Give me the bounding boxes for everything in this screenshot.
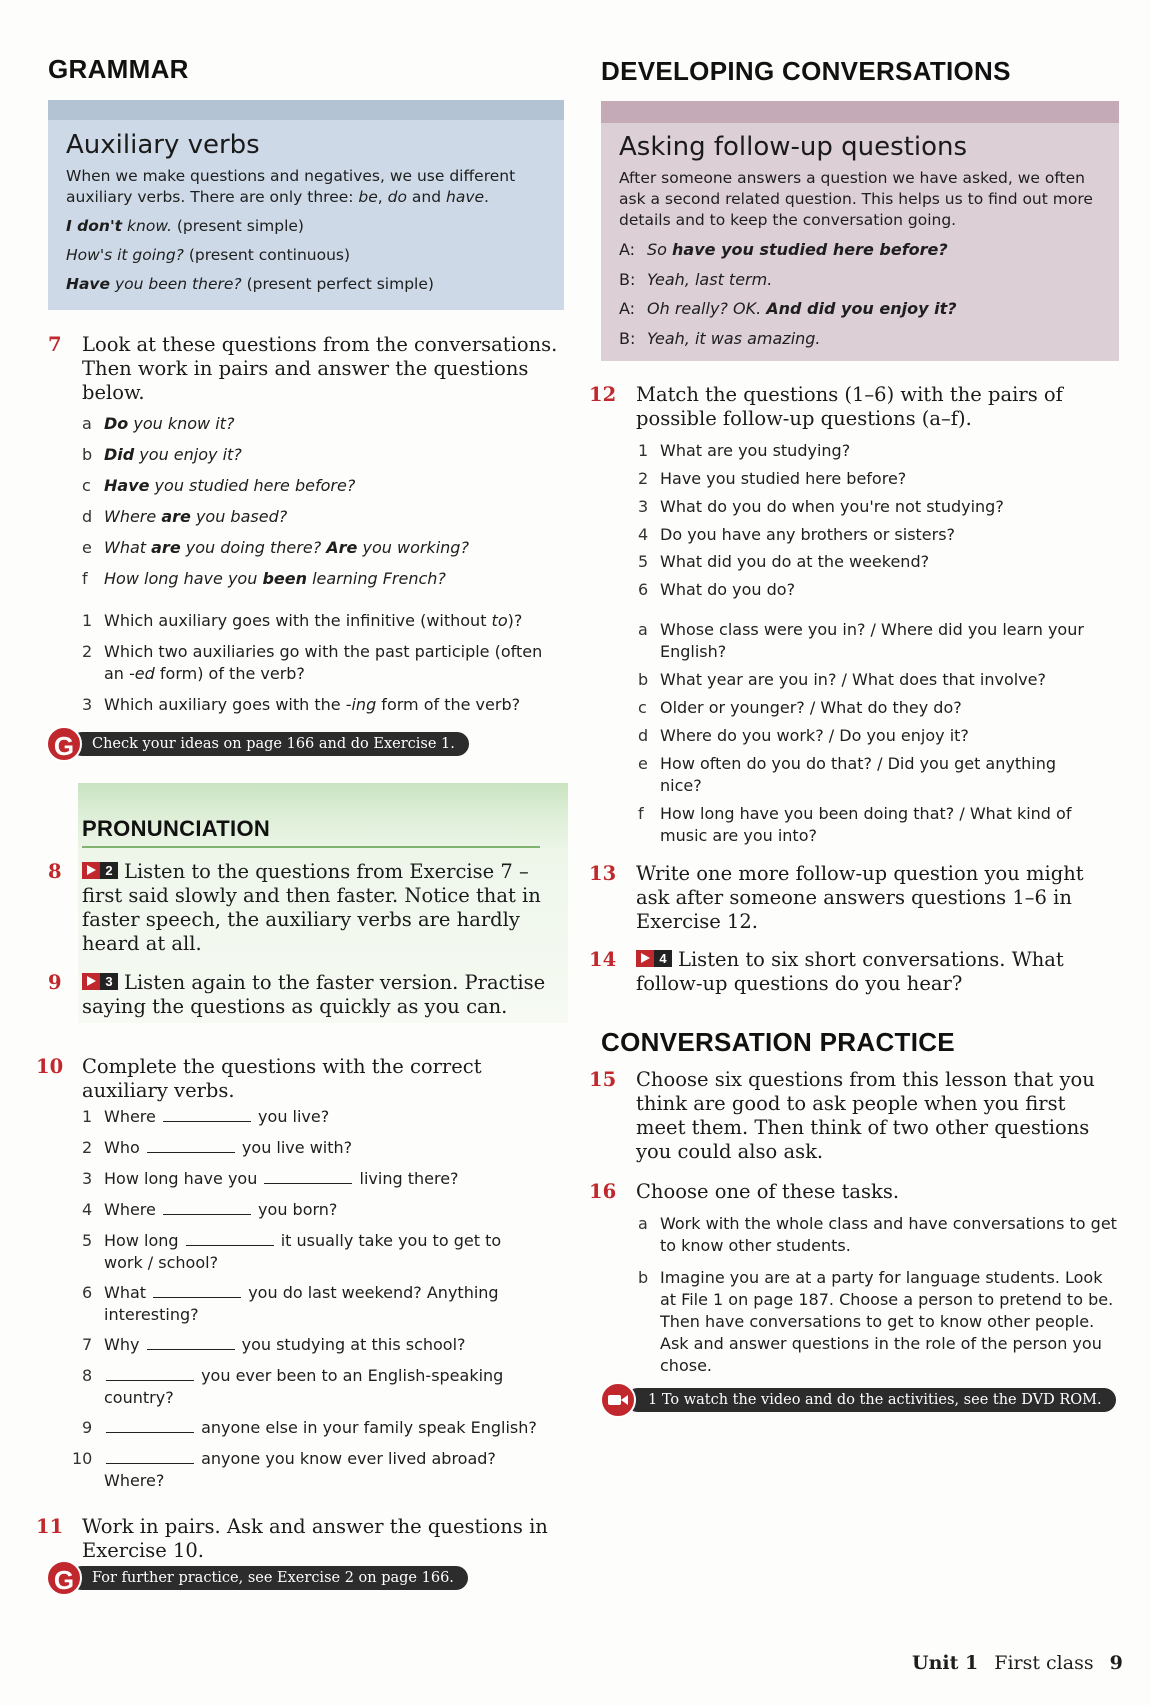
exercise-10-number: 10 (36, 1055, 64, 1078)
answer-blank[interactable] (163, 1107, 251, 1122)
grammar-box-band (48, 100, 564, 120)
exercise-7-number: 7 (48, 333, 62, 356)
grammar-heading: GRAMMAR (48, 54, 189, 84)
video-camera-icon (600, 1382, 636, 1418)
video-link-text: 1 To watch the video and do the activities, see the DVD ROM. (626, 1388, 1116, 1412)
exercise-9-number: 9 (48, 971, 62, 994)
exercise-7-sub-2: 2 Which two auxiliaries go with the past participle (often an -ed form) of the verb? (82, 642, 543, 683)
exercise-7-item-f: f How long have you been learning French? (82, 569, 446, 588)
footer-unit: Unit 1 (912, 1652, 979, 1674)
further-practice-text: For further practice, see Exercise 2 on page 166. (70, 1566, 468, 1590)
answer-blank[interactable] (106, 1418, 194, 1433)
pronunciation-underline (82, 846, 540, 848)
answer-blank[interactable] (106, 1449, 194, 1464)
developing-box-band (601, 101, 1119, 123)
exercise-7-sub-1: 1 Which auxiliary goes with the infinitive (without to)? (82, 611, 523, 630)
pronunciation-heading: PRONUNCIATION (82, 816, 271, 841)
audio-track-icon[interactable]: 2 (82, 862, 118, 879)
developing-box-title: Asking follow-up questions (619, 132, 968, 162)
exercise-10-text: Complete the questions with the correct auxiliary verbs. (82, 1055, 482, 1102)
answer-blank[interactable] (186, 1231, 274, 1246)
grammar-reference-link[interactable] (46, 728, 486, 761)
dialogue-line-2: B: Yeah, last term. (619, 270, 773, 289)
exercise-7-item-b: b Did you enjoy it? (82, 445, 242, 464)
footer-page-number: 9 (1109, 1652, 1123, 1674)
exercise-12-text: Match the questions (1–6) with the pairs of possible follow-up questions (a–f). (636, 383, 1063, 430)
grammar-intro: When we make questions and negatives, we use different auxiliary verbs. There are only three: be, do and have. (66, 167, 516, 206)
answer-blank[interactable] (163, 1200, 251, 1215)
exercise-11-number: 11 (36, 1515, 64, 1538)
answer-blank[interactable] (153, 1283, 241, 1298)
exercise-7-text: Look at these questions from the conversations. Then work in pairs and answer the questions below. (82, 333, 558, 404)
exercise-13-text: Write one more follow-up question you might ask after someone answers questions 1–6 in Exercise 12. (636, 862, 1084, 933)
exercise-9-text: 3 Listen again to the faster version. Practise saying the questions as quickly as you can. (82, 971, 546, 1018)
footer-title: First class (994, 1652, 1094, 1674)
audio-track-icon[interactable]: 3 (82, 973, 118, 990)
exercise-8-text: 2 Listen to the questions from Exercise 7 – first said slowly and then faster. Notice that in faster speech, the auxiliary verbs are hardly heard at all. (82, 860, 541, 955)
audio-track-icon[interactable]: 4 (636, 950, 672, 967)
dialogue-line-1: A: So have you studied here before? (619, 240, 948, 259)
developing-conversations-box (601, 101, 1119, 361)
answer-blank[interactable] (106, 1366, 194, 1381)
exercise-7-item-a: a Do you know it? (82, 414, 235, 433)
exercise-8-number: 8 (48, 860, 62, 883)
grammar-box (48, 100, 564, 310)
exercise-7-item-d: d Where are you based? (82, 507, 288, 526)
dialogue-line-3: A: Oh really? OK. And did you enjoy it? (619, 299, 957, 318)
grammar-example-1: I don't know. (present simple) (66, 217, 304, 235)
exercise-12-number: 12 (589, 383, 617, 406)
answer-blank[interactable] (264, 1169, 352, 1184)
grammar-g-icon: G (46, 1560, 82, 1596)
exercise-7-sub-3: 3 Which auxiliary goes with the -ing form of the verb? (82, 695, 521, 714)
grammar-box-title: Auxiliary verbs (66, 130, 260, 160)
further-practice-link[interactable] (46, 1562, 486, 1595)
exercise-11-text: Work in pairs. Ask and answer the questions in Exercise 10. (82, 1515, 548, 1562)
exercise-14-text: 4 Listen to six short conversations. What follow-up questions do you hear? (636, 948, 1064, 995)
video-link[interactable] (600, 1384, 1120, 1414)
page-footer (912, 1652, 1123, 1674)
grammar-example-2: How's it going? (present continuous) (66, 246, 351, 264)
exercise-15-text: Choose six questions from this lesson that you think are good to ask people when you first meet them. Then think of two other questions you could also ask. (636, 1068, 1095, 1163)
exercise-15-number: 15 (589, 1068, 617, 1091)
grammar-reference-text: Check your ideas on page 166 and do Exercise 1. (70, 732, 469, 756)
exercise-7-item-e: e What are you doing there? Are you working? (82, 538, 469, 557)
grammar-example-3: Have you been there? (present perfect simple) (66, 275, 434, 293)
grammar-g-icon: G (46, 726, 82, 762)
conversation-practice-heading: CONVERSATION PRACTICE (601, 1027, 955, 1057)
exercise-7-item-c: c Have you studied here before? (82, 476, 356, 495)
exercise-16-number: 16 (589, 1180, 617, 1203)
dialogue-line-4: B: Yeah, it was amazing. (619, 329, 821, 348)
answer-blank[interactable] (147, 1335, 235, 1350)
exercise-13-number: 13 (589, 862, 617, 885)
answer-blank[interactable] (147, 1138, 235, 1153)
developing-conversations-heading: DEVELOPING CONVERSATIONS (601, 56, 1011, 86)
exercise-14-number: 14 (589, 948, 617, 971)
exercise-16-text: Choose one of these tasks. (636, 1180, 900, 1203)
developing-intro: After someone answers a question we have asked, we often ask a second related question. This helps us to find out more details and to keep the conversation going. (619, 169, 1093, 229)
